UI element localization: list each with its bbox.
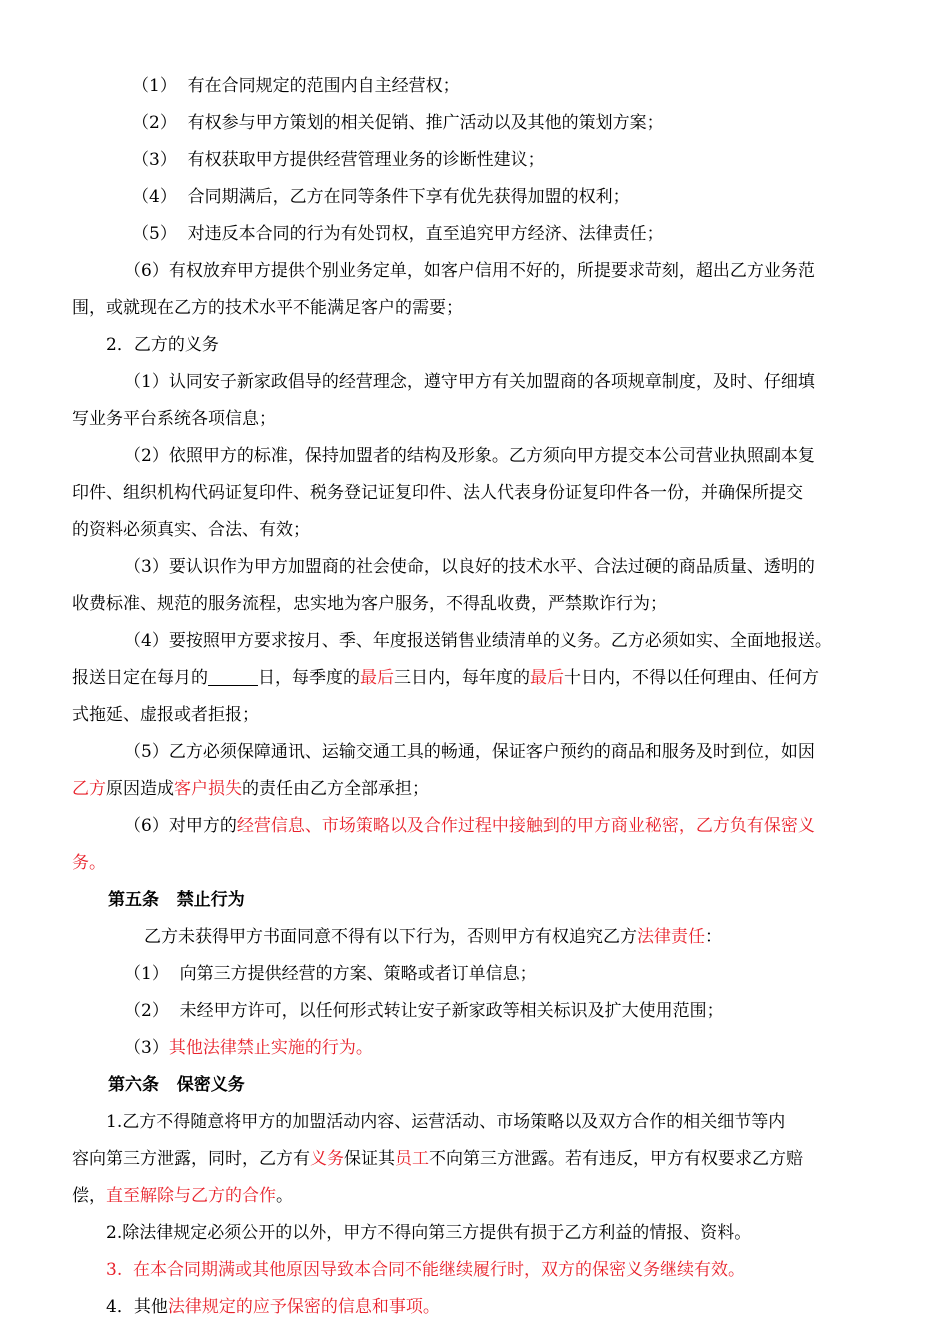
text-line xyxy=(72,68,880,105)
text-line xyxy=(72,105,880,142)
text-segment: 三日内，每年度的 xyxy=(394,668,530,688)
text-segment: 印件、组织机构代码证复印件、税务登记证复印件、法人代表身份证复印件各一份，并确保所提交 xyxy=(72,483,803,503)
highlighted-text: 员工 xyxy=(395,1149,429,1169)
text-segment: 。 xyxy=(276,1186,293,1206)
text-line xyxy=(72,734,880,771)
text-segment: 2.除法律规定必须公开的以外，甲方不得向第三方提供有损于乙方利益的情报、资料。 xyxy=(106,1223,752,1243)
highlighted-text: 客户损失 xyxy=(174,779,242,799)
text-segment: 2．乙方的义务 xyxy=(106,335,219,355)
text-line xyxy=(72,216,880,253)
text-line xyxy=(72,1030,880,1067)
text-segment: 偿， xyxy=(72,1186,106,1206)
text-line xyxy=(72,512,880,549)
text-line xyxy=(72,586,880,623)
text-line xyxy=(72,1252,880,1289)
text-line xyxy=(72,549,880,586)
text-segment: 写业务平台系统各项信息； xyxy=(72,409,276,429)
text-segment: （6）对甲方的 xyxy=(124,816,237,836)
text-segment: （4） 合同期满后，乙方在同等条件下享有优先获得加盟的权利； xyxy=(132,187,630,207)
text-segment: 不向第三方泄露。若有违反，甲方有权要求乙方赔 xyxy=(429,1149,803,1169)
text-segment: （1） 有在合同规定的范围内自主经营权； xyxy=(132,76,460,96)
text-segment: 围，或就现在乙方的技术水平不能满足客户的需要； xyxy=(72,298,463,318)
highlighted-text: 义务 xyxy=(310,1149,344,1169)
text-segment: （3）要认识作为甲方加盟商的社会使命，以良好的技术水平、合法过硬的商品质量、透明的 xyxy=(124,557,815,577)
text-segment: 1.乙方不得随意将甲方的加盟活动内容、运营活动、市场策略以及双方合作的相关细节等内 xyxy=(106,1112,786,1132)
text-line xyxy=(72,401,880,438)
text-segment: 第五条 禁止行为 xyxy=(108,890,245,910)
text-segment: （3） 有权获取甲方提供经营管理业务的诊断性建议； xyxy=(132,150,545,170)
highlighted-text: 最后 xyxy=(530,668,564,688)
text-segment: 的责任由乙方全部承担； xyxy=(242,779,429,799)
text-segment: ： xyxy=(705,927,722,947)
highlighted-text: 务。 xyxy=(72,853,106,873)
highlighted-text: 法律规定的应予保密的信息和事项。 xyxy=(167,1297,440,1317)
highlighted-text: 3. 在本合同期满或其他原因导致本合同不能继续履行时，双方的保密义务继续有效。 xyxy=(106,1260,746,1280)
text-segment: 容向第三方泄露，同时，乙方有 xyxy=(72,1149,310,1169)
text-line xyxy=(72,364,880,401)
text-line xyxy=(72,142,880,179)
text-line xyxy=(72,956,880,993)
text-line xyxy=(72,1215,880,1252)
text-segment: （2） 未经甲方许可，以任何形式转让安子新家政等相关标识及扩大使用范围； xyxy=(124,1001,724,1021)
text-segment: 4．其他 xyxy=(106,1297,168,1317)
text-line xyxy=(72,660,880,697)
highlighted-text: 经营信息、市场策略以及合作过程中接触到的甲方商业秘密，乙方负有保密义 xyxy=(236,816,815,836)
section-heading xyxy=(72,1067,880,1104)
text-line xyxy=(72,697,880,734)
highlighted-text: 最后 xyxy=(360,668,394,688)
text-segment: （1）认同安子新家政倡导的经营理念，遵守甲方有关加盟商的各项规章制度，及时、仔细填 xyxy=(124,372,815,392)
text-line xyxy=(72,993,880,1030)
text-segment: 收费标准、规范的服务流程，忠实地为客户服务，不得乱收费，严禁欺诈行为； xyxy=(72,594,667,614)
text-segment: 报送日定在每月的 xyxy=(72,668,208,688)
text-line xyxy=(72,327,880,364)
text-line xyxy=(72,845,880,882)
text-segment: （1） 向第三方提供经营的方案、策略或者订单信息； xyxy=(124,964,537,984)
text-line xyxy=(72,475,880,512)
text-segment: 保证其 xyxy=(344,1149,395,1169)
document-page xyxy=(72,68,880,1326)
text-segment: 十日内，不得以任何理由、任何方 xyxy=(564,668,819,688)
fill-in-blank xyxy=(208,667,258,686)
text-line xyxy=(72,253,880,290)
text-line xyxy=(72,623,880,660)
text-segment: 原因造成 xyxy=(106,779,174,799)
highlighted-text: 法律责任 xyxy=(637,927,705,947)
text-line xyxy=(72,290,880,327)
text-segment: （6）有权放弃甲方提供个别业务定单，如客户信用不好的，所提要求苛刻，超出乙方业务范 xyxy=(124,261,815,281)
text-line xyxy=(72,1104,880,1141)
text-segment: 式拖延、虚报或者拒报； xyxy=(72,705,259,725)
text-segment: 日，每季度的 xyxy=(258,668,360,688)
text-line xyxy=(72,771,880,808)
text-segment: 的资料必须真实、合法、有效； xyxy=(72,520,310,540)
text-segment: （5）乙方必须保障通讯、运输交通工具的畅通，保证客户预约的商品和服务及时到位，如因 xyxy=(124,742,815,762)
text-segment: （2）依照甲方的标准，保持加盟者的结构及形象。乙方须向甲方提交本公司营业执照副本复 xyxy=(124,446,815,466)
highlighted-text: 其他法律禁止实施的行为。 xyxy=(168,1038,373,1058)
text-line xyxy=(72,1289,880,1326)
text-segment: （4）要按照甲方要求按月、季、年度报送销售业绩清单的义务。乙方必须如实、全面地报送。 xyxy=(124,631,832,651)
highlighted-text: 直至解除与乙方的合作 xyxy=(106,1186,276,1206)
text-line xyxy=(72,1141,880,1178)
text-line xyxy=(72,808,880,845)
text-segment: 第六条 保密义务 xyxy=(108,1075,245,1095)
section-heading xyxy=(72,882,880,919)
highlighted-text: 乙方 xyxy=(72,779,106,799)
text-segment: （2） 有权参与甲方策划的相关促销、推广活动以及其他的策划方案； xyxy=(132,113,664,133)
text-segment: （5） 对违反本合同的行为有处罚权，直至追究甲方经济、法律责任； xyxy=(132,224,664,244)
text-line xyxy=(72,919,880,956)
text-line xyxy=(72,438,880,475)
text-segment: 乙方未获得甲方书面同意不得有以下行为，否则甲方有权追究乙方 xyxy=(144,927,637,947)
text-line xyxy=(72,179,880,216)
text-line xyxy=(72,1178,880,1215)
text-segment: （3） xyxy=(124,1038,169,1058)
